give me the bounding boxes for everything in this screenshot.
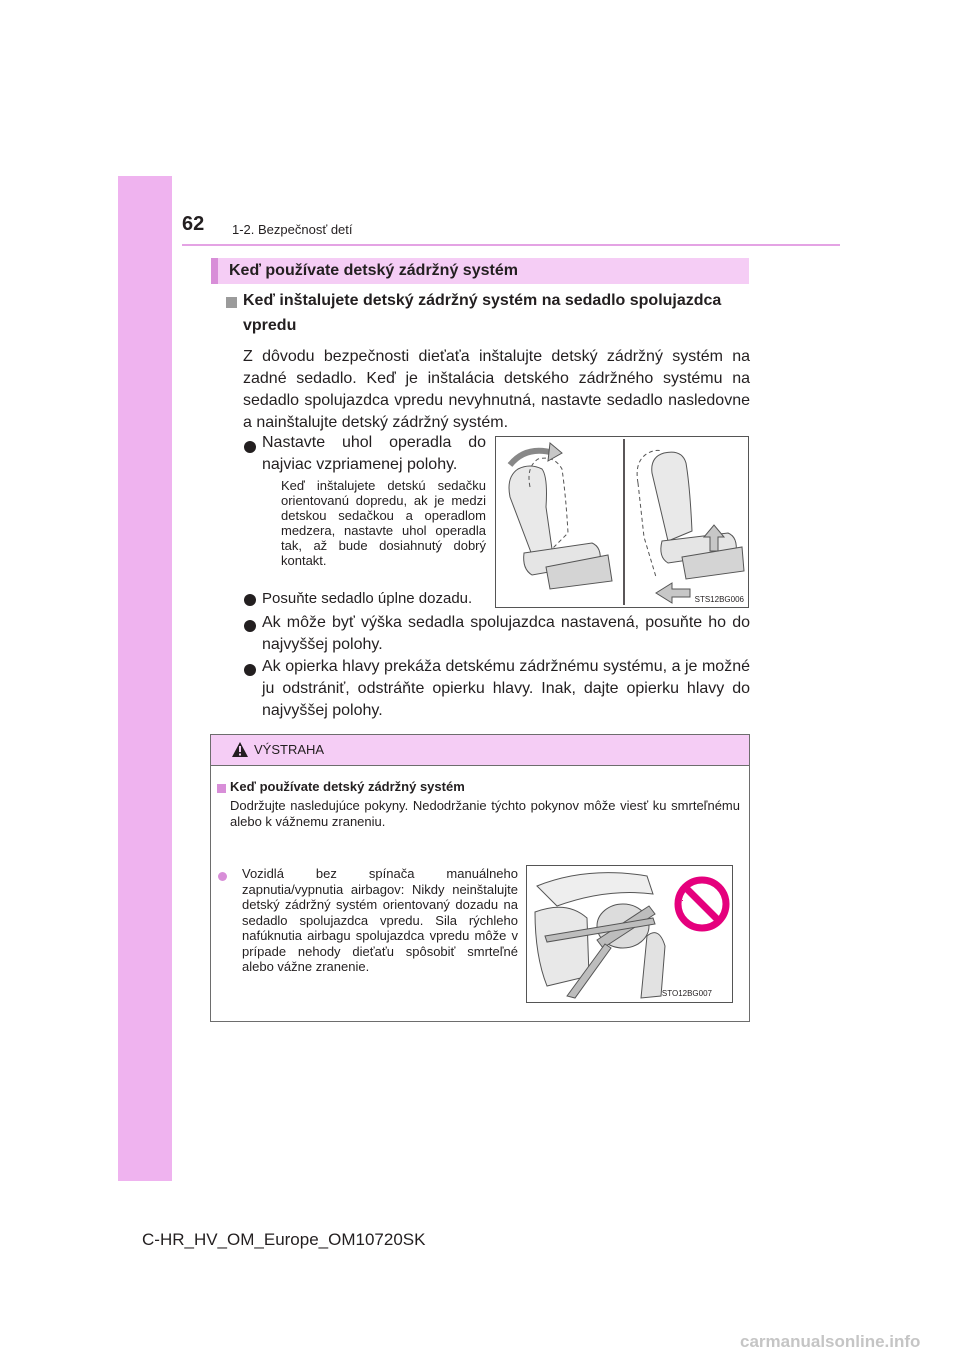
bullet-item: Nastavte uhol operadla do najviac vzpriamenej polohy. (262, 434, 486, 473)
airbag-warning-figure (526, 865, 733, 1003)
section-breadcrumb: 1-2. Bezpečnosť detí (232, 222, 353, 237)
warning-header (211, 735, 749, 766)
watermark: carmanualsonline.info (740, 1332, 921, 1351)
warning-triangle-icon (231, 741, 249, 758)
seat-illustration (496, 437, 748, 607)
warning-title: VÝSTRAHA (254, 742, 325, 757)
intro-paragraph: Z dôvodu bezpečnosti dieťaťa inštalujte detský zádržný systém na zadné sedadlo. Keď je inštalácia detského zádržného systému na sedadlo spolujazdca vpredu nevyhnutná, nastavte sedadlo nasledovne a nainštalujte detský zádržný systém. (243, 348, 750, 431)
round-bullet-icon (244, 664, 256, 676)
round-bullet-icon (218, 872, 227, 881)
warning-text: Dodržujte nasledujúce pokyny. Nedodržanie týchto pokynov môže viesť ku smrteľnému alebo k vážnemu zraneniu. (230, 798, 740, 829)
page-number: 62 (182, 213, 205, 235)
round-bullet-icon (244, 620, 256, 632)
figure-code: STO12BG007 (661, 989, 712, 998)
airbag-illustration (527, 866, 732, 1002)
figure-code: STS12BG006 (694, 595, 744, 604)
warning-heading: Keď používate detský zádržný systém (230, 779, 465, 794)
bullet-item: Ak môže byť výška sedadla spolujazdca nastavená, posuňte ho do najvyššej polohy. (262, 614, 750, 653)
bullet-item: Posuňte sedadlo úplne dozadu. (262, 590, 473, 607)
bullet-item: Ak opierka hlavy prekáža detskému zádržnému systému, a je možné ju odstrániť, odstráňte opierku hlavy. Inak, dajte opierku hlavy do najvyššej polohy. (262, 658, 750, 719)
header-divider (182, 244, 840, 246)
round-bullet-icon (244, 441, 256, 453)
subsection-heading: Keď inštalujete detský zádržný systém na sedadlo spolujazdca vpredu (243, 292, 722, 334)
bullet-note: Keď inštalujete detskú sedačku orientovanú dopredu, ak je medzi detskou sedačkou a operadlom medzera, nastavte uhol operadla tak, až bude dosiahnutý dobrý kontakt. (281, 478, 486, 568)
square-bullet-icon (217, 784, 226, 793)
prohibition-icon (682, 900, 683, 901)
round-bullet-icon (244, 594, 256, 606)
square-bullet-icon (226, 297, 237, 308)
warning-box (210, 734, 750, 1022)
section-title: Keď používate detský zádržný systém (211, 258, 749, 284)
seat-adjustment-figure (495, 436, 749, 608)
warning-item: Vozidlá bez spínača manuálneho zapnutia/vypnutia airbagov: Nikdy neinštalujte detský zádržný systém orientovaný dozadu na sedadlo spolujazdca vpredu. Sila rýchleho nafúknutia airbagu spolujazdca vpredu môže v prípade nehody dieťaťu spôsobiť smrteľné alebo vážne zranenie. (242, 866, 518, 974)
chapter-sidebar (118, 176, 172, 1181)
document-code: C-HR_HV_OM_Europe_OM10720SK (142, 1230, 426, 1249)
